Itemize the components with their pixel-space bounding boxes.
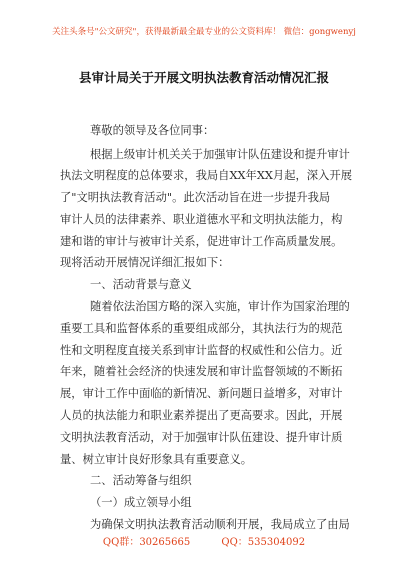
paragraph-line: 执法文明程度的总体要求，我局自XX年XX月起，深入开展 — [60, 169, 353, 182]
paragraph-line: 性和文明程度直接关系到审计监督的权威性和公信力。近 — [60, 344, 343, 357]
paragraph-line: 年来，随着社会经济的快速发展和审计监督领域的不断拓 — [60, 365, 343, 378]
paragraph-line: 量、树立审计良好形象具有重要意义。 — [60, 453, 253, 466]
section-heading: 一、活动背景与意义 — [90, 278, 192, 291]
paragraph-line: 根据上级审计机关关于加强审计队伍建设和提升审计 — [90, 148, 350, 161]
footer-contact — [0, 533, 408, 548]
header-note: 关注头条号"公文研究"，获得最新最全最专业的公文资料库！ 微信：gongwenyj — [52, 27, 356, 37]
subsection-heading: （一）成立领导小组 — [90, 496, 192, 509]
paragraph-line: 展，审计工作中面临的新情况、新问题日益增多，对审计 — [60, 387, 343, 400]
qq-number-text: QQ：535304092 — [221, 537, 306, 548]
paragraph-line: 为确保文明执法教育活动顺利开展，我局成立了由局 — [90, 518, 350, 531]
section-heading: 二、活动筹备与组织 — [90, 474, 192, 487]
paragraph-line: 了"文明执法教育活动"。此次活动旨在进一步提升我局 — [60, 191, 331, 204]
paragraph-line: 随着依法治国方略的深入实施，审计作为国家治理的 — [90, 300, 350, 313]
paragraph-line: 人员的执法能力和职业素养提出了更高要求。因此，开展 — [60, 409, 343, 422]
paragraph-line: 现将活动开展情况详细汇报如下： — [60, 256, 230, 269]
qq-group-text: QQ群：30265665 — [102, 537, 191, 548]
paragraph-line: 审计人员的法律素养、职业道德水平和文明执法能力，构 — [60, 213, 343, 226]
document-title: 县审计局关于开展文明执法教育活动情况汇报 — [78, 70, 329, 85]
paragraph-line: 重要工具和监督体系的重要组成部分，其执法行为的规范 — [60, 322, 343, 335]
paragraph-line: 文明执法教育活动，对于加强审计队伍建设、提升审计质 — [60, 431, 343, 444]
paragraph-line: 建和谐的审计与被审计关系，促进审计工作高质量发展。 — [60, 235, 343, 248]
salutation: 尊敬的领导及各位同事： — [90, 124, 215, 137]
